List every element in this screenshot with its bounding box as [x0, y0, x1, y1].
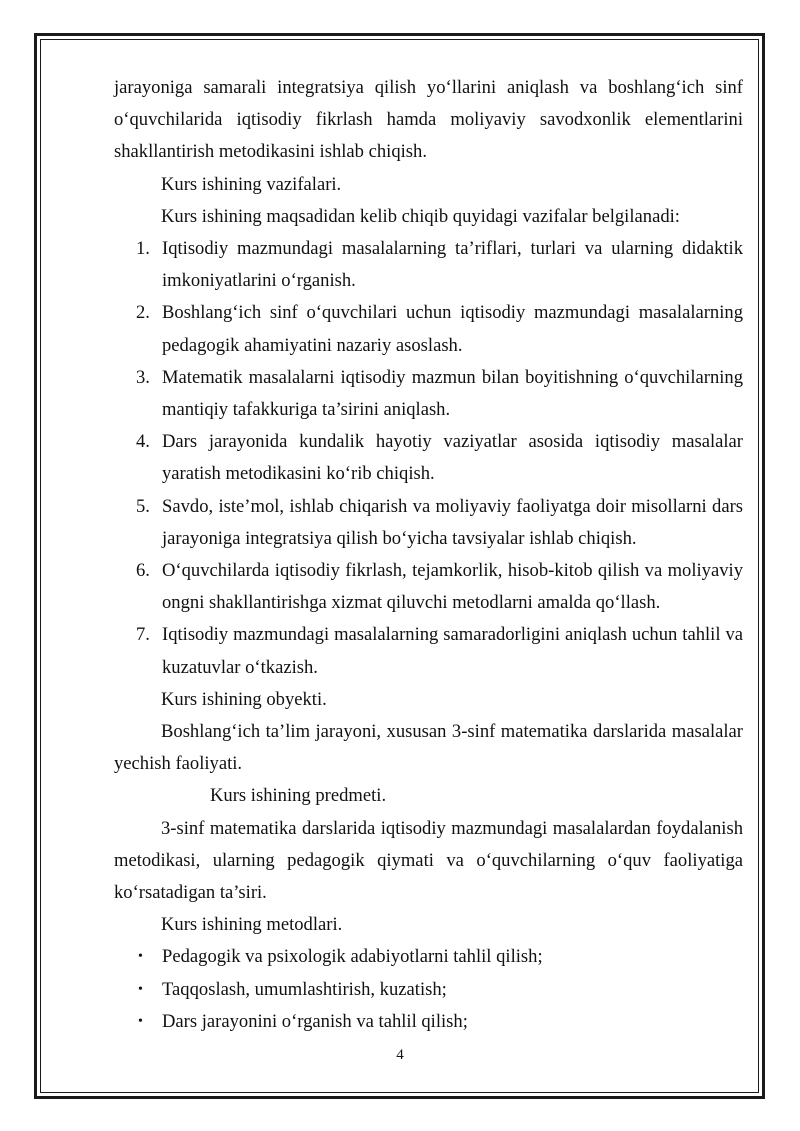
list-item-text: Dars jarayonida kundalik hayotiy vaziyatlar asosida iqtisodiy masalalar yaratish metodikasini ko‘rib chiqish.	[162, 431, 743, 485]
list-item	[114, 362, 743, 426]
list-item	[114, 1006, 743, 1038]
bullet-icon: •	[138, 981, 143, 997]
list-item	[114, 297, 743, 361]
tasks-heading: Kurs ishining vazifalari.	[161, 173, 342, 195]
list-item	[114, 426, 743, 490]
list-item	[114, 233, 743, 297]
tasks-intro: Kurs ishining maqsadidan kelib chiqib quyidagi vazifalar belgilanadi:	[161, 205, 680, 227]
object-text: Boshlang‘ich ta’lim jarayoni, xususan 3-sinf matematika darslarida masalalar yechish faoliyati.	[114, 721, 743, 775]
list-number: 7.	[136, 624, 150, 646]
bullet-icon: •	[138, 1013, 143, 1029]
list-number: 4.	[136, 431, 150, 453]
subject-heading: Kurs ishining predmeti.	[210, 785, 387, 807]
list-item	[114, 974, 743, 1006]
list-item	[114, 941, 743, 973]
bullet-icon: •	[138, 949, 143, 965]
list-item	[114, 555, 743, 619]
tasks-list	[114, 233, 743, 684]
document-body	[114, 72, 743, 1038]
list-item-text: Boshlang‘ich sinf o‘quvchilari uchun iqtisodiy mazmundagi masalalarning pedagogik ahamiyatini nazariy asoslash.	[162, 302, 743, 356]
list-number: 1.	[136, 238, 150, 260]
list-item-text: Matematik masalalarni iqtisodiy mazmun bilan boyitishning o‘quvchilarning mantiqiy tafakkuriga ta’sirini aniqlash.	[162, 366, 743, 421]
list-number: 5.	[136, 495, 150, 517]
page-number: 4	[396, 1047, 404, 1063]
list-item-text: Savdo, iste’mol, ishlab chiqarish va moliyaviy faoliyatga doir misollarni dars jarayoniga integratsiya qilish bo‘yicha tavsiyalar ishlab chiqish.	[162, 495, 743, 549]
intro-paragraph: jarayoniga samarali integratsiya qilish yo‘llarini aniqlash va boshlang‘ich sinf o‘quvchilarida iqtisodiy fikrlash hamda moliyaviy savodxonlik elementlarini shakllantirish metodikasini ishlab chiqish.	[114, 77, 743, 163]
list-item	[114, 619, 743, 683]
list-item-text: Taqqoslash, umumlashtirish, kuzatish;	[162, 978, 447, 1000]
subject-text: 3-sinf matematika darslarida iqtisodiy mazmundagi masalalardan foydalanish metodikasi, ularning pedagogik qiymati va o‘quvchilarning o‘quv faoliyatiga ko‘rsatadigan ta’siri.	[114, 817, 743, 904]
list-number: 2.	[136, 302, 150, 324]
list-item-text: O‘quvchilarda iqtisodiy fikrlash, tejamkorlik, hisob-kitob qilish va moliyaviy ongni shakllantirishga xizmat qiluvchi metodlarni amalda qo‘llash.	[162, 560, 743, 614]
object-heading: Kurs ishining obyekti.	[161, 688, 327, 710]
list-item-text: Pedagogik va psixologik adabiyotlarni tahlil qilish;	[162, 946, 543, 968]
list-item-text: Iqtisodiy mazmundagi masalalarning ta’riflari, turlari va ularning didaktik imkoniyatlarini o‘rganish.	[162, 238, 743, 292]
list-item-text: Dars jarayonini o‘rganish va tahlil qilish;	[162, 1010, 468, 1032]
list-item	[114, 491, 743, 555]
methods-heading: Kurs ishining metodlari.	[161, 914, 343, 936]
list-number: 3.	[136, 366, 150, 388]
methods-list	[114, 941, 743, 1038]
list-item-text: Iqtisodiy mazmundagi masalalarning samaradorligini aniqlash uchun tahlil va kuzatuvlar o‘tkazish.	[162, 624, 743, 678]
list-number: 6.	[136, 560, 150, 582]
